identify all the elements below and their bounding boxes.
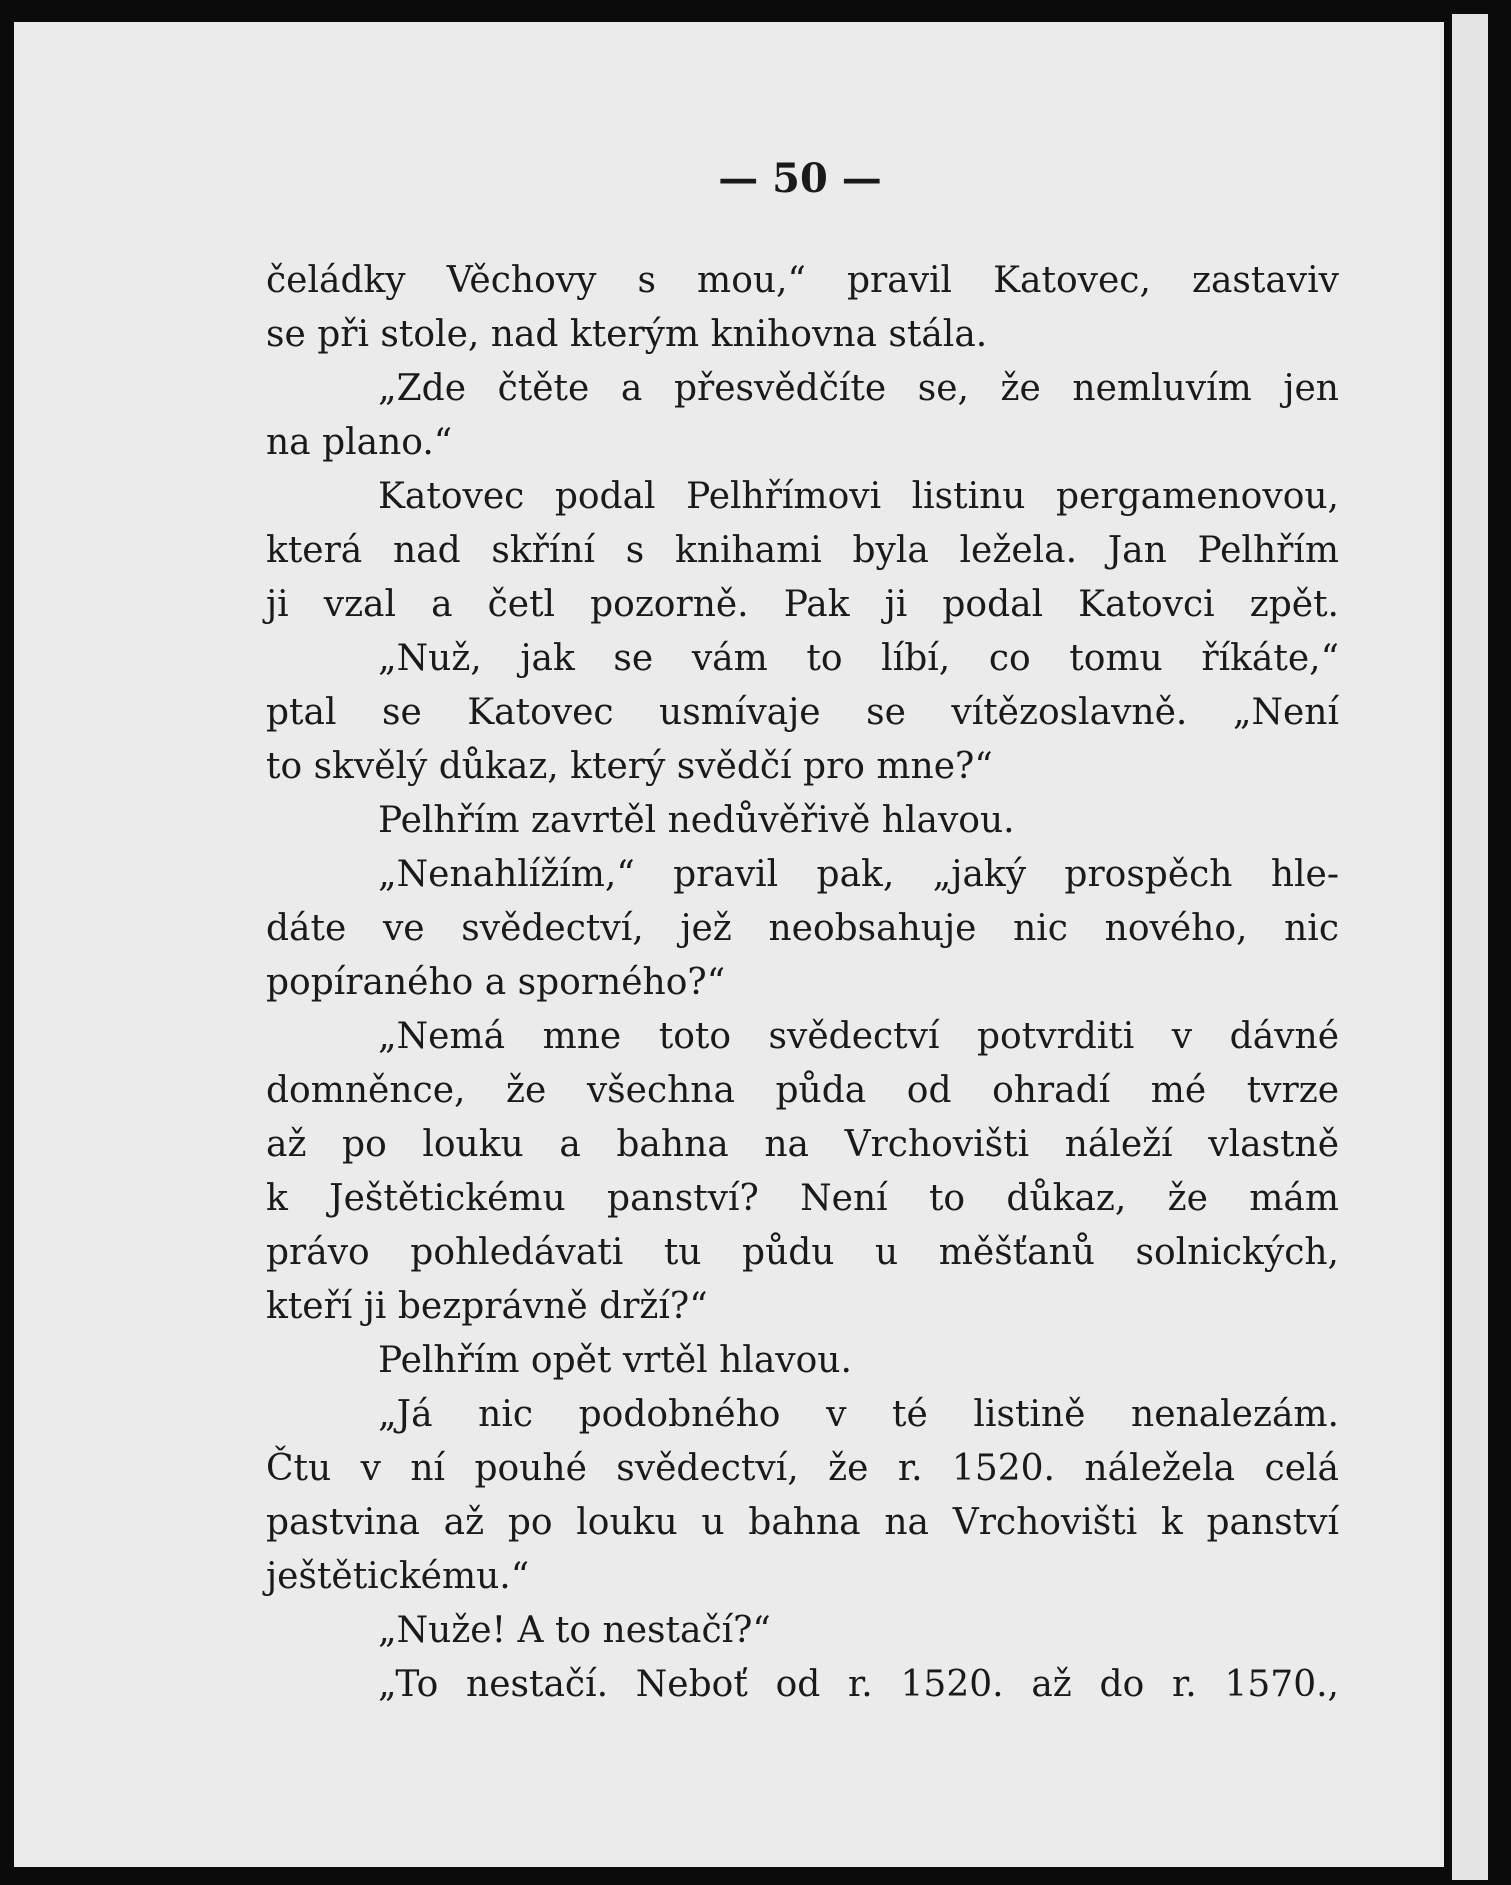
text-line: „Nemá mne toto svědectví potvrditi v dávné <box>378 1016 1339 1057</box>
text-line: „Nuže! A to nestačí?“ <box>378 1610 771 1651</box>
text-line: „To nestačí. Neboť od r. 1520. až do r. 1570., <box>378 1664 1339 1705</box>
text-line: čeládky Věchovy s mou,“ pravil Katovec, zastaviv <box>266 260 1339 301</box>
text-line: která nad skříní s knihami byla ležela. Jan Pelhřím <box>266 530 1339 571</box>
text-line: popíraného a sporného?“ <box>266 962 726 1003</box>
text-line: Pelhřím zavrtěl nedůvěřivě hlavou. <box>378 800 1015 841</box>
text-line: právo pohledávati tu půdu u měšťanů solnických, <box>266 1232 1339 1273</box>
text-line: „Nuž, jak se vám to líbí, co tomu říkáte,“ <box>378 638 1339 679</box>
text-line: Čtu v ní pouhé svědectví, že r. 1520. náležela celá <box>266 1448 1339 1489</box>
text-line: se při stole, nad kterým knihovna stála. <box>266 314 988 355</box>
text-line: k Ještětickému panství? Není to důkaz, že mám <box>266 1178 1339 1219</box>
text-line: ji vzal a četl pozorně. Pak ji podal Katovci zpět. <box>266 584 1339 625</box>
text-line: ptal se Katovec usmívaje se vítězoslavně. „Není <box>266 692 1339 733</box>
next-page-edge <box>1452 14 1488 1880</box>
text-line: kteří ji bezprávně drží?“ <box>266 1286 708 1327</box>
text-line: „Zde čtěte a přesvědčíte se, že nemluvím jen <box>378 368 1339 409</box>
text-line: „Nenahlížím,“ pravil pak, „jaký prospěch hle- <box>378 854 1339 895</box>
text-line: pastvina až po louku u bahna na Vrchovišti k panství <box>266 1502 1339 1543</box>
text-line: na plano.“ <box>266 422 453 463</box>
text-line: Pelhřím opět vrtěl hlavou. <box>378 1340 852 1381</box>
text-line: dáte ve svědectví, jež neobsahuje nic nového, nic <box>266 908 1339 949</box>
text-line: to skvělý důkaz, který svědčí pro mne?“ <box>266 746 993 787</box>
page-text <box>266 254 1339 1712</box>
page-number: — 50 — <box>718 155 882 202</box>
text-line: ještětickému.“ <box>266 1556 530 1597</box>
text-line: „Já nic podobného v té listině nenalezám. <box>378 1394 1339 1435</box>
text-line: domněnce, že všechna půda od ohradí mé tvrze <box>266 1070 1339 1111</box>
text-line: Katovec podal Pelhřímovi listinu pergamenovou, <box>378 476 1339 517</box>
text-line: až po louku a bahna na Vrchovišti náleží vlastně <box>266 1124 1339 1165</box>
